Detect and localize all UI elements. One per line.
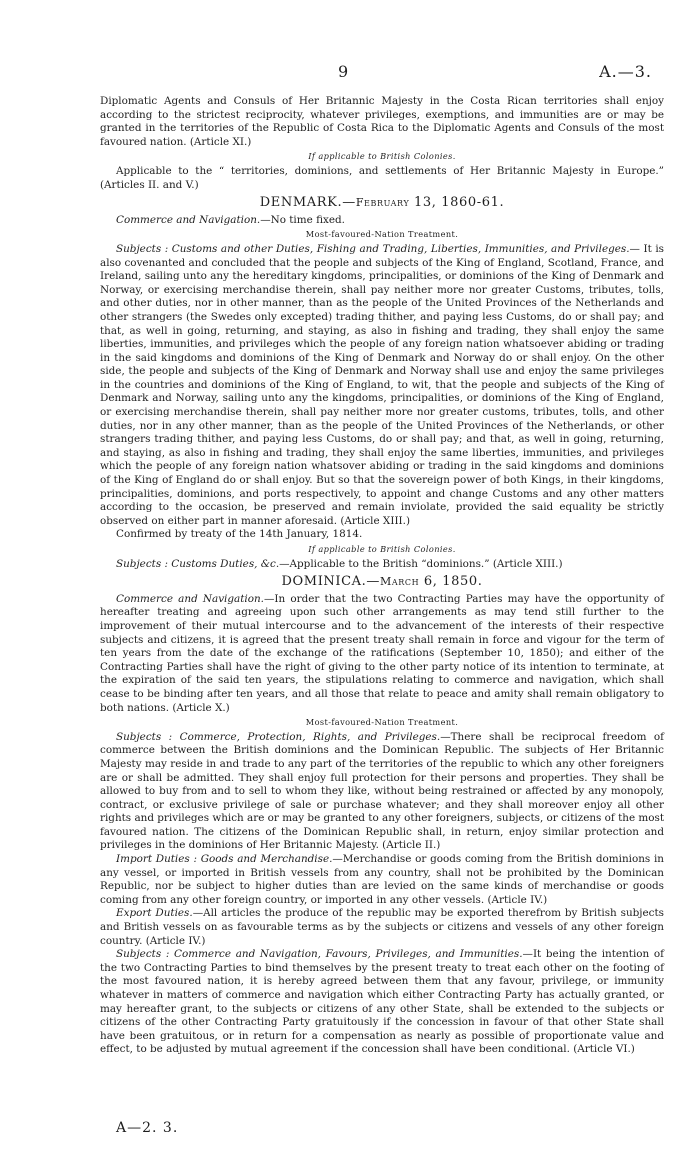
paragraph-denmark-commerce: Commerce and Navigation.—No time fixed. (116, 213, 345, 226)
footer-signature: A—2. 3. (116, 1120, 179, 1136)
paragraph-denmark-subjects: Subjects : Customs and other Duties, Fishing and Trading, Liberties, Immunities, and Privileges.— It is also covenanted and concluded that the people and subjects of the King of England, Scotland, France, and Ireland, sailing unto any the hereditary kingdoms, principalities, or dominions of the King of Denmark and Norway, or exercising merchandise therein, shall pay neither more nor greater Customs, tributes, tolls, and other duties, nor in other manner, than as the people of the United Provinces of the Netherlands and other strangers (the Swedes only excepted) trading thither, and paying less Customs, do or shall pay; and that, as well in going, returning, and staying, as also in fishing and trading, they shall enjoy the same liberties, immunities, and privileges which the people of any foreign nation whatsoever abiding or trading in the said kingdoms and dominions of the King of Denmark and Norway do or shall enjoy. On the other side, the people and subjects of the King of Denmark and Norway shall use and enjoy the same privileges in the countries and dominions of the King of England, to wit, that the people and subjects of the King of Denmark and Norway, sailing unto any the kingdoms, principalities, or dominions of the King of England, or exercising merchandise therein, shall pay neither more nor greater customs, tributes, tolls, and other duties, nor in any other manner, than as the people of the United Provinces of the Netherlands, or other strangers trading thither, and paying less Customs, do or shall pay; and that, as well in going, returning, and staying, as also in fishing and trading, they shall enjoy the same liberties, immunities, and privileges which the people of any foreign nation whatsover abiding or trading in the said kingdoms and dominions of the King of England do or shall enjoy. But so that the sovereign power of both Kings, in their kingdoms, principalities, dominions, and ports respectively, to appoint and change Customs and any other matters according to the occasion, be preserved and remain inviolate, provided the said equality be strictly observed on either part in manner aforesaid. (Article XIII.) (100, 242, 664, 527)
paragraph-costa-rica-continuation: Diplomatic Agents and Consuls of Her Britannic Majesty in the Costa Rican territories shall enjoy according to the strictest reciprocity, whatever privileges, exemptions, and immunities are or may be granted in the territories of the Republic of Costa Rica to the Diplomatic Agents and Consuls of the most favoured nation. (Article XI.) (100, 95, 664, 148)
section-heading-denmark: DENMARK.—February 13, 1860-61. (259, 195, 505, 211)
colonies-subheading: If applicable to British Colonies. (308, 151, 456, 162)
section-heading-dominica: DOMINICA.—March 6, 1850. (281, 574, 483, 590)
page-number: 9 (338, 62, 349, 81)
paragraph-dominica-subjects-rights: Subjects : Commerce, Protection, Rights, and Privileges.—There shall be reciprocal freedom of commerce between the British dominions and the Dominican Republic. The subjects of Her Britannic Majesty may reside in and trade to any part of the territories of the republic to which any other foreigners are or shall be admitted. They shall enjoy full protection for their persons and properties. They shall be allowed to buy from and to sell to whom they like, without being restrained or affected by any monopoly, contract, or exclusive privilege of sale or purchase whatever; and they shall moreover enjoy all other rights and privileges which are or may be granted to any other foreigners, subjects, or citizens of the most favoured nation. The citizens of the Dominican Republic shall, in return, enjoy similar protection and privileges in the dominions of Her Britannic Majesty. (Article II.) (100, 730, 665, 852)
paragraph-colonies-applicability: Applicable to the “ territories, dominions, and settlements of Her Britannic Majesty in Europe.” (Articles II. and V.) (100, 164, 664, 191)
page-header (0, 62, 700, 82)
mfn-subheading: Most-favoured-Nation Treatment. (305, 717, 459, 728)
paragraph-dominica-favours: Subjects : Commerce and Navigation, Favours, Privileges, and Immunities.—It being the intention of the two Contracting Parties to bind themselves by the present treaty to treat each other on the footing of the most favoured nation, it is hereby agreed between them that any favour, privilege, or immunity whatever in matters of commerce and navigation which either Contracting Party has actually granted, or may hereafter grant, to the subjects or citizens of any other State, shall be extended to the subjects or citizens of the other Contracting Party gratuitously if the concession in favour of that other State shall have been gratuitous, or in return for a compensation as nearly as possible of proportionate value and effect, to be adjusted by mutual agreement if the concession shall have been conditional. (Article VI.) (100, 948, 664, 1056)
page-reference: A.—3. (599, 62, 652, 81)
paragraph-dominica-import-duties: Import Duties : Goods and Merchandise.—Merchandise or goods coming from the British dominions in any vessel, or imported in British vessels from any country, shall not be prohibited by the Dominican Republic, nor be subject to higher duties than are levied on the same kinds of merchandise or goods coming from any other foreign country, or imported in any other vessels. (Article IV.) (100, 853, 664, 906)
paragraph-denmark-colonies: Subjects : Customs Duties, &c.—Applicable to the British “dominions.” (Article XIII.) (116, 557, 563, 570)
colonies-subheading: If applicable to British Colonies. (308, 544, 456, 554)
paragraph-dominica-commerce: Commerce and Navigation.—In order that the two Contracting Parties may have the opportunity of hereafter treating and agreeing upon such other arrangements as may tend still further to the improvement of their mutual intercourse and to the advancement of the interests of their respective subjects and citizens, it is agreed that the present treaty shall remain in force and vigour for the term of ten years from the date of the exchange of the ratifications (September 10, 1850); and either of the Contracting Parties shall have the right of giving to the other party notice of its intention to terminate, at the expiration of the said ten years, the stipulations relating to commerce and navigation, which shall cease to be binding after ten years, and all those that relate to peace and amity shall remain obligatory to both nations. (Article X.) (100, 592, 664, 714)
paragraph-dominica-export-duties: Export Duties.—All articles the produce of the republic may be exported therefrom by British subjects and British vessels on as favourable terms as by the subjects or citizens and vessels of any other foreign country. (Article IV.) (100, 907, 665, 947)
paragraph-denmark-confirmed: Confirmed by treaty of the 14th January, 1814. (116, 528, 363, 541)
mfn-subheading: Most-favoured-Nation Treatment. (305, 229, 459, 240)
document-body (100, 95, 664, 1057)
